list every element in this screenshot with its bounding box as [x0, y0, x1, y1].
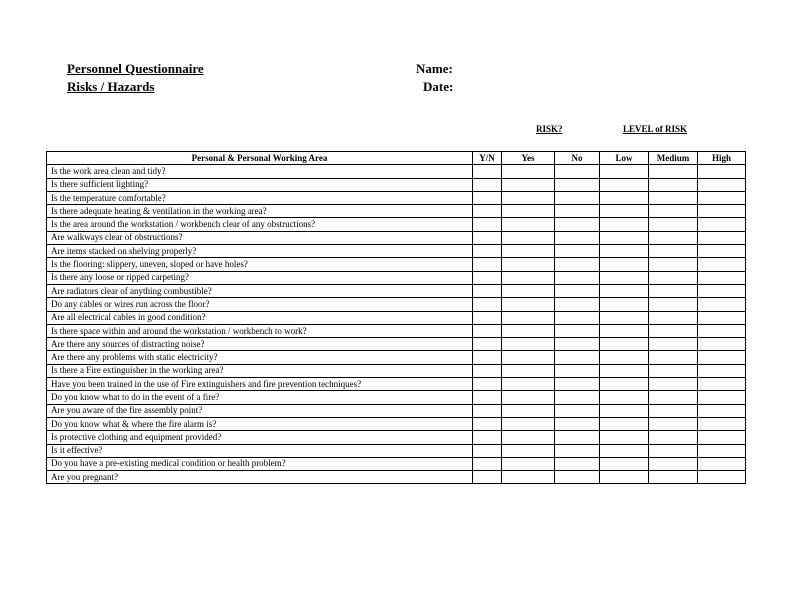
- answer-cell-yn[interactable]: [473, 404, 502, 417]
- answer-cell-no[interactable]: [555, 431, 600, 444]
- table-header-row: [47, 152, 746, 165]
- form-title: Personnel Questionnaire: [67, 61, 204, 76]
- question-text: Are there any problems with static electricity?: [47, 351, 473, 364]
- answer-cell-low[interactable]: [600, 271, 649, 284]
- answer-cell-yn[interactable]: [473, 391, 502, 404]
- answer-cell-yes[interactable]: [502, 417, 555, 430]
- answer-cell-medium[interactable]: [649, 205, 698, 218]
- answer-cell-no[interactable]: [555, 471, 600, 484]
- question-text: Do any cables or wires run across the floor?: [47, 298, 473, 311]
- question-text: Is the work area clean and tidy?: [47, 165, 473, 178]
- table-row: [47, 378, 746, 391]
- question-text: Is the temperature comfortable?: [47, 191, 473, 204]
- table-row: [47, 284, 746, 297]
- answer-cell-low[interactable]: [600, 338, 649, 351]
- answer-cell-no[interactable]: [555, 404, 600, 417]
- column-header-high: High: [698, 152, 746, 165]
- table-row: [47, 205, 746, 218]
- name-label: Name:: [416, 61, 453, 76]
- answer-cell-high[interactable]: [698, 311, 746, 324]
- answer-cell-no[interactable]: [555, 351, 600, 364]
- answer-cell-medium[interactable]: [649, 245, 698, 258]
- answer-cell-medium[interactable]: [649, 471, 698, 484]
- answer-cell-high[interactable]: [698, 364, 746, 377]
- answer-cell-high[interactable]: [698, 284, 746, 297]
- answer-cell-medium[interactable]: [649, 271, 698, 284]
- column-header-area: Personal & Personal Working Area: [47, 152, 473, 165]
- table-row: [47, 231, 746, 244]
- answer-cell-yes[interactable]: [502, 191, 555, 204]
- question-text: Is protective clothing and equipment provided?: [47, 431, 473, 444]
- answer-cell-no[interactable]: [555, 391, 600, 404]
- answer-cell-medium[interactable]: [649, 404, 698, 417]
- answer-cell-yes[interactable]: [502, 311, 555, 324]
- table-row: [47, 431, 746, 444]
- column-header-low: Low: [600, 152, 649, 165]
- answer-cell-medium[interactable]: [649, 431, 698, 444]
- table-row: [47, 444, 746, 457]
- question-text: Are items stacked on shelving properly?: [47, 245, 473, 258]
- answer-cell-low[interactable]: [600, 284, 649, 297]
- answer-cell-yn[interactable]: [473, 218, 502, 231]
- answer-cell-high[interactable]: [698, 378, 746, 391]
- answer-cell-low[interactable]: [600, 417, 649, 430]
- answer-cell-medium[interactable]: [649, 191, 698, 204]
- answer-cell-yes[interactable]: [502, 457, 555, 470]
- answer-cell-no[interactable]: [555, 364, 600, 377]
- answer-cell-yn[interactable]: [473, 178, 502, 191]
- answer-cell-yn[interactable]: [473, 284, 502, 297]
- answer-cell-yn[interactable]: [473, 245, 502, 258]
- answer-cell-no[interactable]: [555, 258, 600, 271]
- answer-cell-no[interactable]: [555, 191, 600, 204]
- answer-cell-medium[interactable]: [649, 231, 698, 244]
- answer-cell-no[interactable]: [555, 417, 600, 430]
- answer-cell-medium[interactable]: [649, 311, 698, 324]
- question-text: Have you been trained in the use of Fire extinguishers and fire prevention techniques?: [47, 378, 473, 391]
- table-row: [47, 191, 746, 204]
- answer-cell-high[interactable]: [698, 351, 746, 364]
- answer-cell-yn[interactable]: [473, 364, 502, 377]
- answer-cell-yes[interactable]: [502, 165, 555, 178]
- answer-cell-low[interactable]: [600, 457, 649, 470]
- answer-cell-medium[interactable]: [649, 324, 698, 337]
- answer-cell-medium[interactable]: [649, 178, 698, 191]
- answer-cell-yes[interactable]: [502, 324, 555, 337]
- answer-cell-high[interactable]: [698, 165, 746, 178]
- answer-cell-no[interactable]: [555, 298, 600, 311]
- answer-cell-yes[interactable]: [502, 245, 555, 258]
- question-text: Is there sufficient lighting?: [47, 178, 473, 191]
- question-text: Is there adequate heating & ventilation in the working area?: [47, 205, 473, 218]
- answer-cell-medium[interactable]: [649, 351, 698, 364]
- answer-cell-no[interactable]: [555, 231, 600, 244]
- table-row: [47, 324, 746, 337]
- answer-cell-no[interactable]: [555, 324, 600, 337]
- answer-cell-yn[interactable]: [473, 271, 502, 284]
- answer-cell-yes[interactable]: [502, 378, 555, 391]
- answer-cell-yes[interactable]: [502, 258, 555, 271]
- question-text: Are walkways clear of obstructions?: [47, 231, 473, 244]
- answer-cell-high[interactable]: [698, 457, 746, 470]
- answer-cell-yn[interactable]: [473, 205, 502, 218]
- question-text: Is it effective?: [47, 444, 473, 457]
- answer-cell-low[interactable]: [600, 178, 649, 191]
- answer-cell-yn[interactable]: [473, 471, 502, 484]
- question-text: Do you know what & where the fire alarm is?: [47, 417, 473, 430]
- answer-cell-yn[interactable]: [473, 258, 502, 271]
- answer-cell-low[interactable]: [600, 258, 649, 271]
- answer-cell-yn[interactable]: [473, 431, 502, 444]
- answer-cell-low[interactable]: [600, 311, 649, 324]
- table-row: [47, 364, 746, 377]
- table-row: [47, 471, 746, 484]
- answer-cell-high[interactable]: [698, 231, 746, 244]
- question-text: Are you pregnant?: [47, 471, 473, 484]
- column-header-yes: Yes: [502, 152, 555, 165]
- answer-cell-yes[interactable]: [502, 444, 555, 457]
- answer-cell-low[interactable]: [600, 431, 649, 444]
- answer-cell-yn[interactable]: [473, 351, 502, 364]
- answer-cell-no[interactable]: [555, 205, 600, 218]
- question-text: Is there space within and around the workstation / workbench to work?: [47, 324, 473, 337]
- table-row: [47, 351, 746, 364]
- answer-cell-no[interactable]: [555, 444, 600, 457]
- answer-cell-no[interactable]: [555, 311, 600, 324]
- answer-cell-yes[interactable]: [502, 351, 555, 364]
- answer-cell-medium[interactable]: [649, 298, 698, 311]
- question-text: Is the area around the workstation / workbench clear of any obstructions?: [47, 218, 473, 231]
- answer-cell-medium[interactable]: [649, 417, 698, 430]
- answer-cell-no[interactable]: [555, 178, 600, 191]
- answer-cell-yes[interactable]: [502, 391, 555, 404]
- answer-cell-yn[interactable]: [473, 444, 502, 457]
- answer-cell-yn[interactable]: [473, 338, 502, 351]
- answer-cell-yn[interactable]: [473, 298, 502, 311]
- answer-cell-low[interactable]: [600, 165, 649, 178]
- answer-cell-low[interactable]: [600, 351, 649, 364]
- table-row: [47, 218, 746, 231]
- answer-cell-low[interactable]: [600, 205, 649, 218]
- table-row: [47, 245, 746, 258]
- column-header-yn: Y/N: [473, 152, 502, 165]
- answer-cell-yn[interactable]: [473, 417, 502, 430]
- answer-cell-yes[interactable]: [502, 178, 555, 191]
- question-text: Is the flooring: slippery, uneven, sloped or have holes?: [47, 258, 473, 271]
- answer-cell-high[interactable]: [698, 205, 746, 218]
- question-text: Are there any sources of distracting noise?: [47, 338, 473, 351]
- answer-cell-medium[interactable]: [649, 284, 698, 297]
- answer-cell-low[interactable]: [600, 218, 649, 231]
- answer-cell-low[interactable]: [600, 444, 649, 457]
- answer-cell-yes[interactable]: [502, 364, 555, 377]
- answer-cell-high[interactable]: [698, 191, 746, 204]
- answer-cell-high[interactable]: [698, 324, 746, 337]
- answer-cell-yn[interactable]: [473, 165, 502, 178]
- answer-cell-low[interactable]: [600, 378, 649, 391]
- answer-cell-yes[interactable]: [502, 471, 555, 484]
- answer-cell-yn[interactable]: [473, 231, 502, 244]
- answer-cell-no[interactable]: [555, 457, 600, 470]
- answer-cell-medium[interactable]: [649, 457, 698, 470]
- answer-cell-no[interactable]: [555, 245, 600, 258]
- answer-cell-no[interactable]: [555, 271, 600, 284]
- answer-cell-yes[interactable]: [502, 298, 555, 311]
- table-row: [47, 258, 746, 271]
- question-text: Are radiators clear of anything combustible?: [47, 284, 473, 297]
- answer-cell-high[interactable]: [698, 431, 746, 444]
- answer-cell-high[interactable]: [698, 271, 746, 284]
- answer-cell-yes[interactable]: [502, 404, 555, 417]
- answer-cell-low[interactable]: [600, 245, 649, 258]
- answer-cell-medium[interactable]: [649, 378, 698, 391]
- date-label: Date:: [423, 79, 454, 94]
- level-of-risk-group-header: LEVEL of RISK: [623, 124, 688, 134]
- answer-cell-no[interactable]: [555, 165, 600, 178]
- answer-cell-yn[interactable]: [473, 378, 502, 391]
- answer-cell-yes[interactable]: [502, 284, 555, 297]
- answer-cell-high[interactable]: [698, 245, 746, 258]
- answer-cell-yn[interactable]: [473, 457, 502, 470]
- answer-cell-low[interactable]: [600, 471, 649, 484]
- answer-cell-medium[interactable]: [649, 364, 698, 377]
- form-subtitle: Risks / Hazards: [67, 79, 155, 94]
- answer-cell-low[interactable]: [600, 391, 649, 404]
- table-row: [47, 165, 746, 178]
- answer-cell-high[interactable]: [698, 258, 746, 271]
- question-text: Are you aware of the fire assembly point?: [47, 404, 473, 417]
- answer-cell-low[interactable]: [600, 191, 649, 204]
- answer-cell-no[interactable]: [555, 338, 600, 351]
- column-header-medium: Medium: [649, 152, 698, 165]
- table-row: [47, 338, 746, 351]
- answer-cell-yes[interactable]: [502, 431, 555, 444]
- answer-cell-no[interactable]: [555, 218, 600, 231]
- answer-cell-no[interactable]: [555, 378, 600, 391]
- answer-cell-medium[interactable]: [649, 338, 698, 351]
- answer-cell-low[interactable]: [600, 298, 649, 311]
- answer-cell-medium[interactable]: [649, 258, 698, 271]
- table-row: [47, 311, 746, 324]
- table-row: [47, 298, 746, 311]
- answer-cell-high[interactable]: [698, 444, 746, 457]
- answer-cell-yn[interactable]: [473, 191, 502, 204]
- table-row: [47, 178, 746, 191]
- column-header-no: No: [555, 152, 600, 165]
- answer-cell-high[interactable]: [698, 471, 746, 484]
- question-text: Is there any loose or ripped carpeting?: [47, 271, 473, 284]
- answer-cell-low[interactable]: [600, 231, 649, 244]
- question-text: Is there a Fire extinguisher in the working area?: [47, 364, 473, 377]
- table-row: [47, 417, 746, 430]
- answer-cell-medium[interactable]: [649, 391, 698, 404]
- answer-cell-yes[interactable]: [502, 271, 555, 284]
- table-row: [47, 404, 746, 417]
- answer-cell-high[interactable]: [698, 404, 746, 417]
- answer-cell-medium[interactable]: [649, 218, 698, 231]
- table-row: [47, 457, 746, 470]
- answer-cell-no[interactable]: [555, 284, 600, 297]
- answer-cell-yes[interactable]: [502, 231, 555, 244]
- answer-cell-high[interactable]: [698, 298, 746, 311]
- answer-cell-yn[interactable]: [473, 324, 502, 337]
- answer-cell-medium[interactable]: [649, 165, 698, 178]
- table-row: [47, 271, 746, 284]
- answer-cell-high[interactable]: [698, 338, 746, 351]
- answer-cell-high[interactable]: [698, 218, 746, 231]
- table-row: [47, 391, 746, 404]
- risk-questionnaire-table: [46, 151, 746, 484]
- answer-cell-medium[interactable]: [649, 444, 698, 457]
- question-text: Are all electrical cables in good condition?: [47, 311, 473, 324]
- answer-cell-low[interactable]: [600, 324, 649, 337]
- answer-cell-yes[interactable]: [502, 205, 555, 218]
- answer-cell-yes[interactable]: [502, 218, 555, 231]
- answer-cell-high[interactable]: [698, 417, 746, 430]
- answer-cell-low[interactable]: [600, 364, 649, 377]
- answer-cell-high[interactable]: [698, 391, 746, 404]
- question-text: Do you have a pre-existing medical condition or health problem?: [47, 457, 473, 470]
- answer-cell-high[interactable]: [698, 178, 746, 191]
- answer-cell-yn[interactable]: [473, 311, 502, 324]
- answer-cell-yes[interactable]: [502, 338, 555, 351]
- question-text: Do you know what to do in the event of a fire?: [47, 391, 473, 404]
- answer-cell-low[interactable]: [600, 404, 649, 417]
- risk-group-header: RISK?: [536, 124, 563, 134]
